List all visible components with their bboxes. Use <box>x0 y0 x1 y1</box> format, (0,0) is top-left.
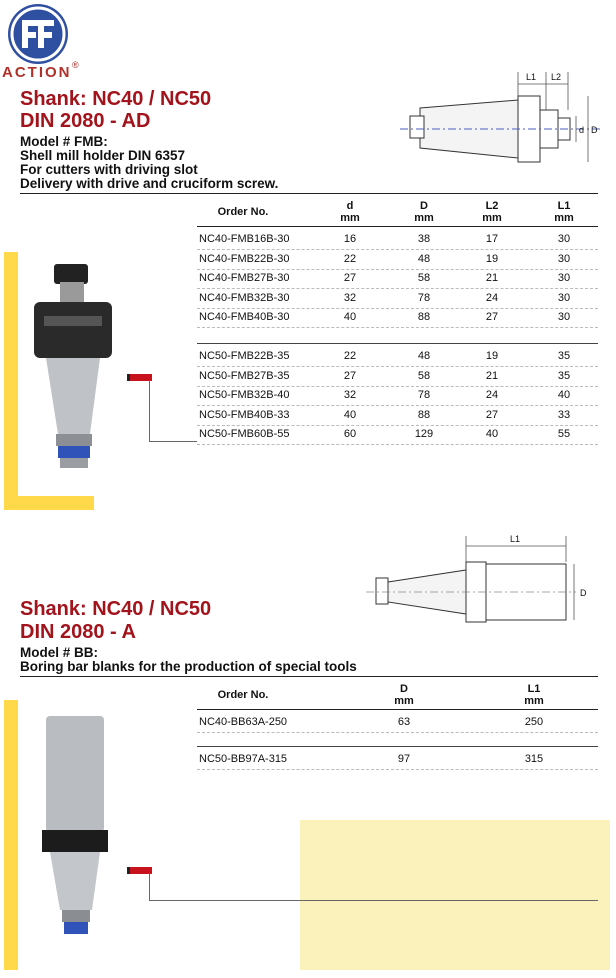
table-row <box>197 250 598 270</box>
value-cell: 315 <box>524 753 544 765</box>
table-row <box>197 406 598 426</box>
value-cell: 48 <box>417 350 431 362</box>
section1-desc-3: Delivery with drive and cruciform screw. <box>20 176 279 191</box>
value-cell: 35 <box>557 350 571 362</box>
section2-subtitle: DIN 2080 - A <box>20 621 136 643</box>
section1-desc-2: For cutters with driving slot <box>20 162 198 177</box>
value-cell: 30 <box>557 291 571 304</box>
value-cell: 22 <box>343 252 357 265</box>
fmb-group-rule <box>197 343 598 344</box>
order-number-cell: NC40-BB63A-250 <box>199 716 288 728</box>
fmb-drawing-d-small-label: d <box>579 125 585 135</box>
value-cell: 32 <box>343 291 357 304</box>
background-watermark <box>300 820 610 970</box>
fmb-header-rule <box>197 226 598 227</box>
fmb-col-order: Order No. <box>217 206 269 218</box>
value-cell: 40 <box>343 311 357 323</box>
order-number-cell: NC50-FMB27B-35 <box>199 369 290 382</box>
section1-subtitle: DIN 2080 - AD <box>20 110 151 132</box>
value-cell: 58 <box>417 369 431 382</box>
value-cell: 27 <box>343 272 357 284</box>
value-cell: 33 <box>557 408 571 421</box>
value-cell: 22 <box>343 350 357 362</box>
value-cell: 27 <box>485 311 499 323</box>
bb-blank-photo <box>36 714 116 940</box>
brand-name: ACTION <box>2 64 72 81</box>
value-cell: 17 <box>485 233 499 245</box>
value-cell: 32 <box>343 389 357 401</box>
order-number-cell: NC40-FMB40B-30 <box>199 311 290 323</box>
value-cell: 30 <box>557 233 571 245</box>
order-number-cell: NC40-FMB32B-30 <box>199 291 290 304</box>
value-cell: 55 <box>557 428 571 440</box>
section1-title: Shank: NC40 / NC50 <box>20 88 212 110</box>
order-number-cell: NC50-FMB60B-55 <box>199 428 290 440</box>
section2-leader-horiz <box>149 900 598 901</box>
table-row <box>197 750 598 770</box>
value-cell: 88 <box>417 311 431 323</box>
order-number-cell: NC50-FMB40B-33 <box>199 408 290 421</box>
fmb-drawing-l1-label: L1 <box>526 72 537 82</box>
value-cell: 63 <box>397 716 411 728</box>
section1-yellow-base <box>4 496 94 510</box>
value-cell: 40 <box>485 428 499 440</box>
fmb-holder-photo <box>30 258 125 474</box>
value-cell: 30 <box>557 311 571 323</box>
bb-drawing-d-label: D <box>580 588 587 598</box>
value-cell: 88 <box>417 408 431 421</box>
table-row <box>197 308 598 328</box>
section2-desc-1: Boring bar blanks for the production of special tools <box>20 659 357 674</box>
fmb-col-d: d mm <box>340 200 360 224</box>
value-cell: 19 <box>485 252 499 265</box>
value-cell: 21 <box>485 369 499 382</box>
value-cell: 24 <box>485 389 499 401</box>
bb-group-rule <box>197 746 598 747</box>
table-row <box>197 230 598 250</box>
registered-mark: ® <box>72 60 79 70</box>
table-row <box>197 289 598 309</box>
order-number-cell: NC50-FMB22B-35 <box>199 350 290 362</box>
bb-col-order: Order No. <box>217 689 269 701</box>
value-cell: 30 <box>557 272 571 284</box>
fmb-technical-drawing <box>400 70 610 170</box>
value-cell: 21 <box>485 272 499 284</box>
bb-col-L1: L1 mm <box>524 683 544 707</box>
table-row <box>197 425 598 445</box>
value-cell: 48 <box>417 252 431 265</box>
section1-desc-1: Shell mill holder DIN 6357 <box>20 148 186 163</box>
section1-yellow-bar <box>4 252 18 510</box>
value-cell: 60 <box>343 428 357 440</box>
value-cell: 97 <box>397 753 411 765</box>
value-cell: 250 <box>524 716 544 728</box>
section2-leader-vert <box>149 873 150 901</box>
order-number-cell: NC40-FMB16B-30 <box>199 233 290 245</box>
fmb-drawing-l2-label: L2 <box>551 72 562 82</box>
bb-drawing-l1-label: L1 <box>510 534 521 544</box>
table-row <box>197 367 598 387</box>
value-cell: 40 <box>343 408 357 421</box>
fmb-drawing-d-big-label: D <box>591 125 598 135</box>
section1-leader-vert <box>149 380 150 442</box>
brand-logo <box>8 4 68 64</box>
value-cell: 30 <box>557 252 571 265</box>
bb-col-D: D mm <box>394 683 414 707</box>
value-cell: 27 <box>485 408 499 421</box>
value-cell: 129 <box>414 428 434 440</box>
order-number-cell: NC50-BB97A-315 <box>199 753 288 765</box>
value-cell: 27 <box>343 369 357 382</box>
value-cell: 40 <box>557 389 571 401</box>
section2-yellow-bar <box>4 700 18 970</box>
value-cell: 16 <box>343 233 357 245</box>
value-cell: 78 <box>417 389 431 401</box>
table-row <box>197 269 598 289</box>
value-cell: 78 <box>417 291 431 304</box>
order-number-cell: NC50-FMB32B-40 <box>199 389 290 401</box>
bb-technical-drawing <box>366 532 606 632</box>
section2-model: Model # BB: <box>20 645 99 660</box>
table-row <box>197 713 598 733</box>
order-number-cell: NC40-FMB22B-30 <box>199 252 290 265</box>
value-cell: 35 <box>557 369 571 382</box>
section1-model: Model # FMB: <box>20 134 108 149</box>
value-cell: 19 <box>485 350 499 362</box>
fmb-col-L2: L2 mm <box>482 200 502 224</box>
fmb-col-D: D mm <box>414 200 434 224</box>
section2-divider <box>20 676 598 677</box>
section1-divider <box>20 193 598 194</box>
value-cell: 24 <box>485 291 499 304</box>
table-row <box>197 347 598 367</box>
table-row <box>197 386 598 406</box>
order-number-cell: NC40-FMB27B-30 <box>199 272 290 284</box>
section1-leader-horiz <box>149 441 197 442</box>
value-cell: 38 <box>417 233 431 245</box>
fmb-col-L1: L1 mm <box>554 200 574 224</box>
bb-header-rule <box>197 709 598 710</box>
section2-title: Shank: NC40 / NC50 <box>20 598 212 620</box>
value-cell: 58 <box>417 272 431 284</box>
